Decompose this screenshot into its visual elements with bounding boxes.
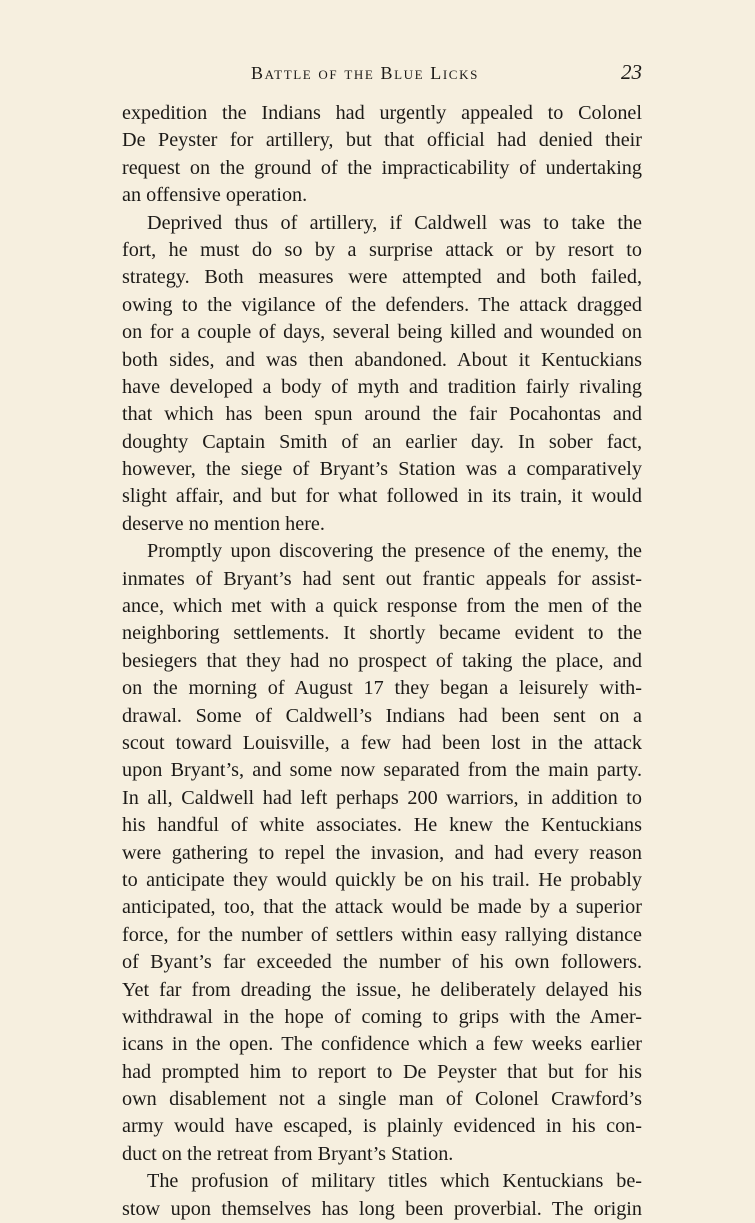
running-title: Battle of the Blue Licks [251, 63, 479, 83]
text-line: army would have escaped, is plainly evidenced in his con- [122, 1115, 642, 1138]
text-line: Yet far from dreading the issue, he deliberately delayed his [122, 978, 642, 1001]
paragraph [122, 100, 642, 210]
text-line: anticipated, too, that the attack would be made by a superior [122, 896, 642, 919]
text-line: were gathering to repel the invasion, and had every reason [122, 841, 642, 864]
paragraph [122, 210, 642, 539]
text-line: doughty Captain Smith of an earlier day. In sober fact, [122, 430, 642, 453]
paragraph [122, 1168, 642, 1223]
text-line: Promptly upon discovering the presence of the enemy, the [147, 540, 642, 563]
text-line: however, the siege of Bryant’s Station was a comparatively [122, 458, 642, 481]
text-line: ance, which met with a quick response from the men of the [122, 595, 642, 618]
page-number: 23 [621, 60, 642, 84]
text-line: both sides, and was then abandoned. About it Kentuckians [122, 348, 642, 371]
text-line: own disablement not a single man of Colonel Crawford’s [122, 1088, 642, 1111]
text-line: duct on the retreat from Bryant’s Station. [122, 1142, 454, 1165]
text-line: his handful of white associates. He knew the Kentuckians [122, 814, 642, 837]
body-text [122, 100, 642, 1223]
text-line: on for a couple of days, several being killed and wounded on [122, 321, 642, 344]
text-line: an offensive operation. [122, 184, 308, 207]
text-line: De Peyster for artillery, but that official had denied their [122, 129, 642, 152]
text-line: upon Bryant’s, and some now separated from the main party. [122, 759, 642, 782]
text-line: deserve no mention here. [122, 512, 325, 535]
text-line: In all, Caldwell had left perhaps 200 warriors, in addition to [122, 786, 642, 809]
running-head [122, 60, 642, 86]
text-line: to anticipate they would quickly be on his trail. He probably [122, 868, 642, 891]
text-line: had prompted him to report to De Peyster that but for his [122, 1060, 642, 1083]
text-line: drawal. Some of Caldwell’s Indians had been sent on a [122, 704, 642, 727]
text-line: withdrawal in the hope of coming to grips with the Amer- [122, 1005, 642, 1028]
text-line: of Byant’s far exceeded the number of his own followers. [122, 951, 642, 974]
text-line: inmates of Bryant’s had sent out frantic appeals for assist- [122, 567, 642, 590]
text-line: owing to the vigilance of the defenders. The attack dragged [122, 293, 642, 316]
text-line: stow upon themselves has long been proverbial. The origin [122, 1197, 642, 1220]
text-line: force, for the number of settlers within easy rallying distance [122, 923, 642, 946]
text-line: expedition the Indians had urgently appealed to Colonel [122, 102, 642, 124]
text-line: slight affair, and but for what followed in its train, it would [122, 485, 642, 508]
text-line: request on the ground of the impracticability of undertaking [122, 156, 642, 179]
text-line: neighboring settlements. It shortly became evident to the [122, 622, 642, 645]
text-line: icans in the open. The confidence which a few weeks earlier [122, 1033, 642, 1056]
text-line: fort, he must do so by a surprise attack or by resort to [122, 238, 642, 261]
text-line: The profusion of military titles which Kentuckians be- [147, 1170, 642, 1193]
text-line: scout toward Louisville, a few had been lost in the attack [122, 731, 642, 754]
text-line: have developed a body of myth and tradition fairly rivaling [122, 375, 642, 398]
text-line: Deprived thus of artillery, if Caldwell was to take the [147, 211, 642, 234]
paragraph [122, 538, 642, 1168]
text-line: besiegers that they had no prospect of taking the place, and [122, 649, 642, 672]
text-line: on the morning of August 17 they began a leisurely with- [122, 677, 642, 700]
text-line: that which has been spun around the fair Pocahontas and [122, 403, 642, 426]
text-line: strategy. Both measures were attempted and both failed, [122, 266, 642, 289]
